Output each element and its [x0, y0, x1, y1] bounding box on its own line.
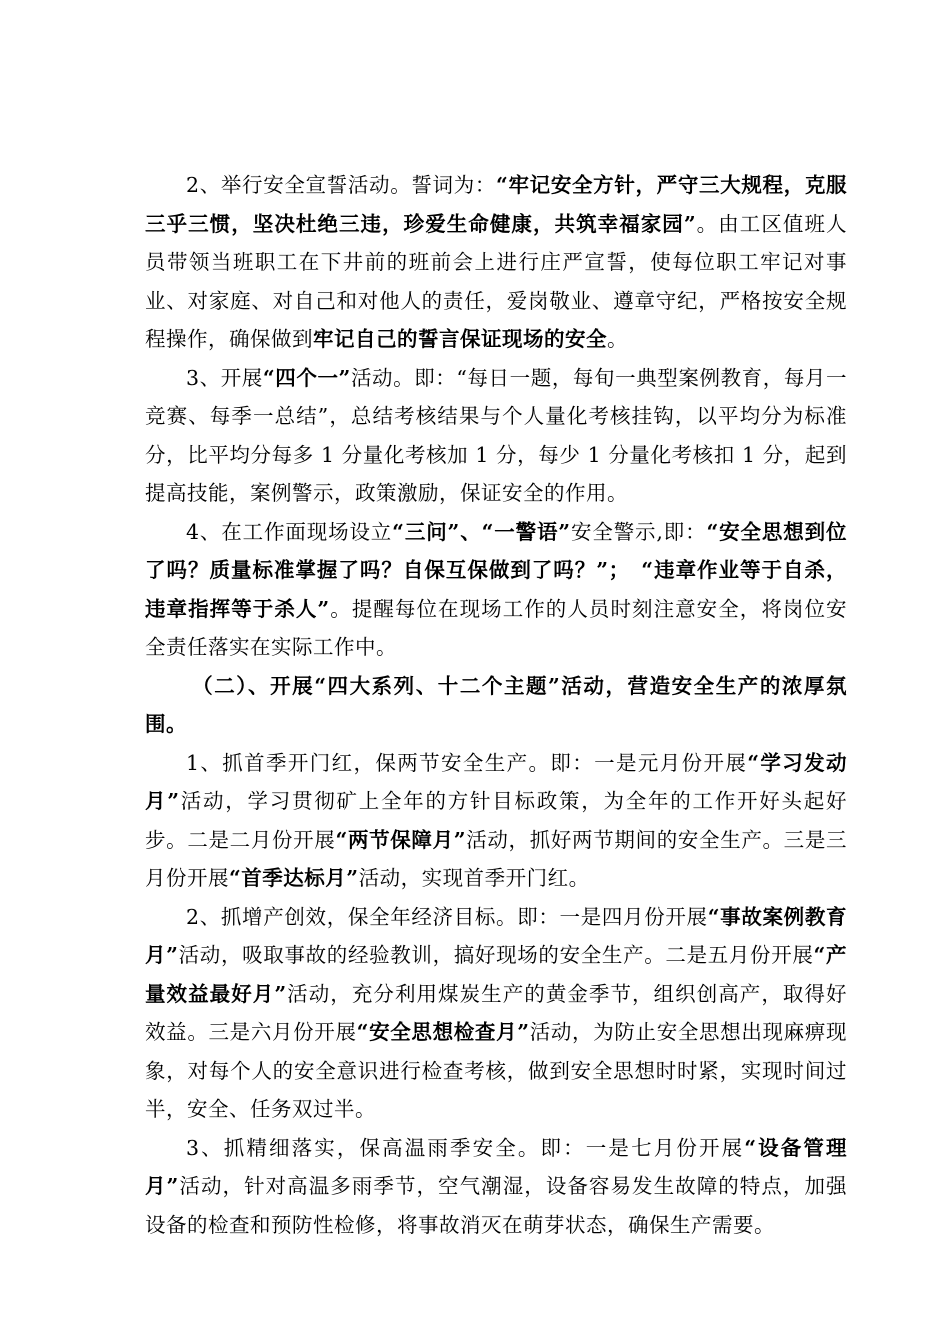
text-segment: 活动，学习贯彻矿上全年的方针目标政策，为全年的工作开好头起好步。二是二月份开展	[145, 789, 847, 852]
bold-text-segment: “学习发动月”	[145, 750, 847, 813]
bold-text-segment: （二）、开展“四大系列、十二个主题”活动，营造安全生产的浓厚氛围。	[145, 673, 847, 736]
bold-text-segment: “产量效益最好月”	[145, 943, 848, 1006]
body-paragraph	[145, 744, 847, 898]
text-segment: 活动，充分利用煤炭生产的黄金季节，组织创高产，取得好效益。三是六月份开展	[145, 981, 848, 1044]
text-segment: 活动，为防止安全思想出现麻痹现象，对每个人的安全意识进行检查考核，做到安全思想时时紧，实现时间过半，安全、任务双过半。	[145, 1020, 848, 1121]
text-segment: 1、抓首季开门红，保两节安全生产。即：一是元月份开展	[186, 750, 748, 775]
section-heading	[145, 667, 847, 744]
body-paragraph	[145, 898, 847, 1129]
text-segment: 2、抓增产创效，保全年经济目标。即：一是四月份开展	[186, 904, 708, 929]
bold-text-segment: “事故案例教育月”	[145, 904, 847, 967]
text-segment: 活动，抓好两节期间的安全生产。三是三月份开展	[145, 827, 848, 890]
text-segment: 。	[607, 327, 628, 351]
bold-text-segment: “三问”、“一警语”	[392, 519, 571, 544]
text-segment: 安全警示,即：	[570, 519, 707, 544]
body-paragraph	[145, 513, 847, 667]
text-segment: 活动，实现首季开门红。	[358, 866, 590, 890]
text-segment: 活动，吸取事故的经验教训，搞好现场的安全生产。二是五月份开展	[178, 943, 814, 967]
bold-text-segment: “安全思想检查月”	[356, 1020, 530, 1044]
bold-text-segment: “设备管理月”	[145, 1135, 847, 1198]
text-segment: 。由工区值班人员带领当班职工在下井前的班前会上进行庄严宣誓，使每位职工牢记对事业、对家庭、对自己和对他人的责任，爱岗敬业、遵章守纪，严格按安全规程操作，确保做到	[145, 211, 847, 351]
bold-text-segment: “两节保障月”	[335, 827, 467, 852]
body-paragraph	[145, 359, 847, 513]
bold-text-segment: 牢记自己的誓言保证现场的安全	[313, 327, 607, 351]
body-paragraph	[145, 1129, 847, 1245]
bold-text-segment: “安全思想到位了吗？质量标准掌握了吗？自保互保做到了吗？”； “违章作业等于自杀，违章指挥等于杀人”	[145, 519, 847, 621]
text-segment: 2、举行安全宣誓活动。誓词为：	[186, 173, 497, 197]
text-segment: 活动，针对高温多雨季节，空气潮湿，设备容易发生故障的特点，加强设备的检查和预防性检修，将事故消灭在萌芽状态，确保生产需要。	[145, 1174, 848, 1237]
bold-text-segment: “首季达标月”	[229, 866, 359, 890]
bold-text-segment: “四个一”	[262, 365, 351, 390]
text-segment: 活动。即：“每日一题，每旬一典型案例教育，每月一竞赛、每季一总结”，总结考核结果与个人量化考核挂钩，以平均分为标准分，比平均分每多 1 分量化考核加 1 分，每少 1 分量化考核扣 1 分，起到提高技能，案例警示，政策激励，保证安全的作用。	[145, 365, 847, 505]
bold-text-segment: “牢记安全方针，严守三大规程，克服三乎三惯，坚决杜绝三违，珍爱生命健康，共筑幸福家园”	[145, 173, 847, 236]
text-segment: 。提醒每位在现场工作的人员时刻注意安全，将岗位安全责任落实在实际工作中。	[145, 596, 847, 659]
text-segment: 3、抓精细落实，保高温雨季安全。即：一是七月份开展	[186, 1135, 745, 1160]
text-segment: 3、开展	[186, 365, 263, 390]
document-body	[145, 166, 847, 1244]
body-paragraph	[145, 166, 847, 359]
text-segment: 4、在工作面现场设立	[186, 519, 393, 544]
